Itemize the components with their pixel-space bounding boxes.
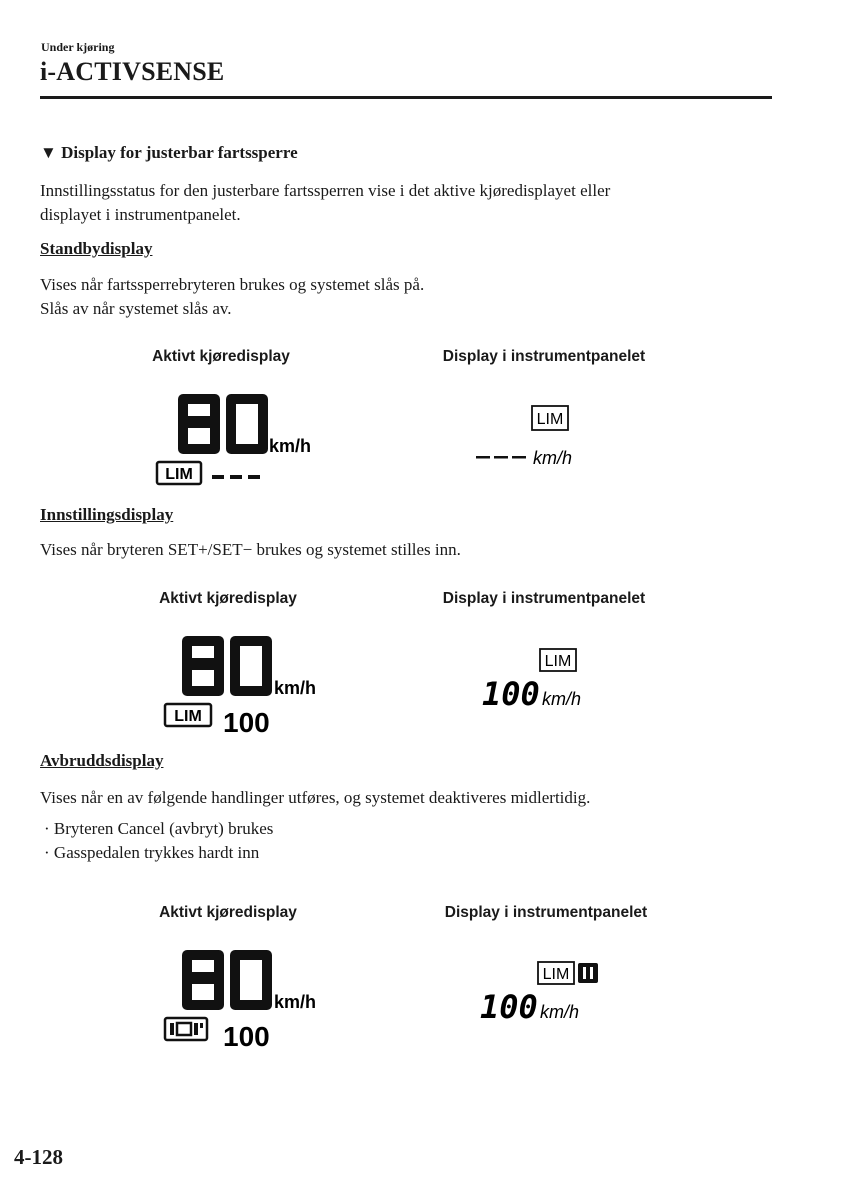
hud-set-speed: 100 bbox=[223, 707, 270, 738]
cancel-bullet-1: · Bryteren Cancel (avbryt) brukes bbox=[44, 819, 274, 838]
setting-label-panel: Display i instrumentpanelet bbox=[442, 590, 646, 607]
standby-hud-display bbox=[150, 390, 340, 490]
intro-line-1: Innstillingsstatus for den justerbare fartssperren vise i det aktive kjøredisplayet eller bbox=[40, 181, 611, 200]
panel-unit: km/h bbox=[542, 689, 582, 709]
hud-lim-icon: LIM bbox=[174, 708, 202, 725]
cancel-label-hud: Aktivt kjøredisplay bbox=[159, 904, 297, 921]
running-header: Under kjøring bbox=[41, 40, 115, 54]
dash-2 bbox=[494, 456, 508, 459]
section-heading: ▼ Display for justerbar fartssperre bbox=[40, 143, 298, 162]
title-rule bbox=[40, 96, 772, 99]
hud-unit: km/h bbox=[274, 992, 317, 1012]
panel-lim-icon: LIM bbox=[542, 966, 570, 983]
cancel-label-panel: Display i instrumentpanelet bbox=[444, 904, 648, 921]
hud-lim-icon: LIM bbox=[165, 466, 193, 483]
standby-panel-display bbox=[470, 400, 600, 475]
standby-line-2: Slås av når systemet slås av. bbox=[40, 299, 232, 318]
dash-1 bbox=[212, 475, 224, 479]
hud-digit-0 bbox=[230, 636, 272, 696]
panel-lim-icon: LIM bbox=[536, 411, 564, 428]
hud-unit: km/h bbox=[269, 436, 312, 456]
hud-unit: km/h bbox=[274, 678, 317, 698]
intro-line-2: displayet i instrumentpanelet. bbox=[40, 205, 241, 224]
cancel-heading: Avbruddsdisplay bbox=[40, 751, 164, 770]
cancel-bullet-2: · Gasspedalen trykkes hardt inn bbox=[44, 843, 260, 862]
setting-line: Vises når bryteren SET+/SET− brukes og systemet stilles inn. bbox=[40, 540, 461, 559]
hud-digit-8 bbox=[182, 636, 224, 696]
panel-unit: km/h bbox=[533, 448, 573, 468]
page-number: 4-128 bbox=[14, 1145, 63, 1169]
page-title: i-ACTIVSENSE bbox=[40, 57, 225, 86]
setting-panel-display bbox=[478, 645, 608, 715]
cancel-line: Vises når en av følgende handlinger utføres, og systemet deaktiveres midlertidig. bbox=[40, 788, 591, 807]
dash-3 bbox=[512, 456, 526, 459]
panel-set-speed: 100 bbox=[482, 675, 540, 713]
lim-suspended-icon bbox=[165, 1018, 207, 1040]
standby-label-hud: Aktivt kjøredisplay bbox=[152, 348, 290, 365]
panel-lim-icon: LIM bbox=[544, 653, 572, 670]
setting-label-hud: Aktivt kjøredisplay bbox=[159, 590, 297, 607]
standby-label-panel: Display i instrumentpanelet bbox=[442, 348, 646, 365]
cancel-hud-display bbox=[160, 946, 350, 1051]
hud-set-speed: 100 bbox=[223, 1021, 270, 1052]
setting-heading: Innstillingsdisplay bbox=[40, 505, 174, 524]
hud-digit-8 bbox=[178, 394, 220, 454]
cancel-panel-display bbox=[476, 958, 616, 1028]
hud-digit-0 bbox=[226, 394, 268, 454]
panel-set-speed: 100 bbox=[480, 988, 538, 1026]
suspended-icon bbox=[578, 963, 598, 983]
setting-hud-display bbox=[160, 632, 350, 737]
hud-digit-0 bbox=[230, 950, 272, 1010]
standby-heading: Standbydisplay bbox=[40, 239, 153, 258]
dash-1 bbox=[476, 456, 490, 459]
dash-2 bbox=[230, 475, 242, 479]
standby-line-1: Vises når fartssperrebryteren brukes og systemet slås på. bbox=[40, 275, 425, 294]
hud-digit-8 bbox=[182, 950, 224, 1010]
dash-3 bbox=[248, 475, 260, 479]
panel-unit: km/h bbox=[540, 1002, 580, 1022]
